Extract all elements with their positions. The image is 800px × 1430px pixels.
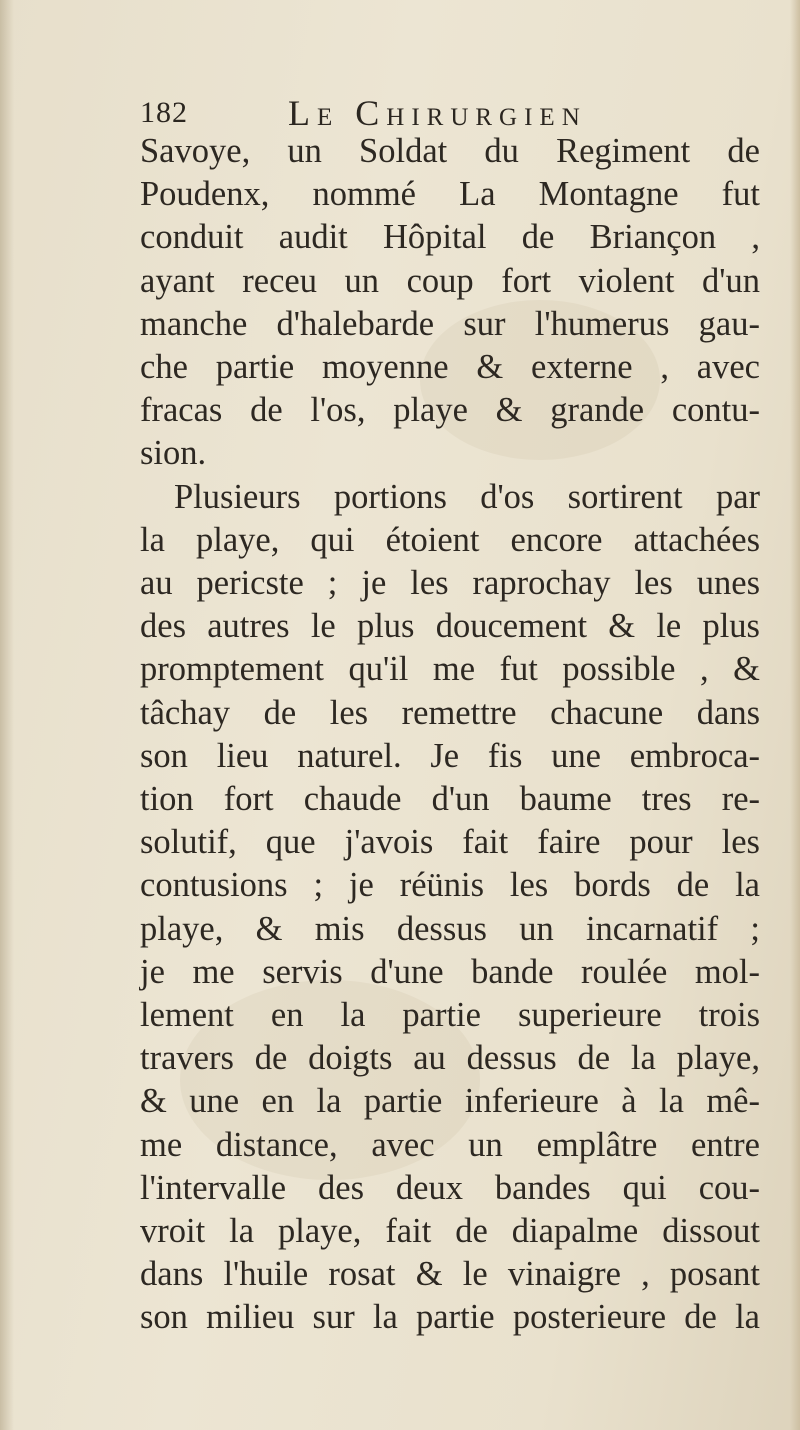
text-line: son lieu naturel. Je fis une embroca- [140,736,760,775]
text-line: promptement qu'il me fut possible , & [140,650,760,689]
body-text [140,130,760,1340]
text-line: au pericste ; je les raprochay les unes [140,564,760,603]
text-line: tâchay de les remettre chacune dans [140,693,760,732]
text-line: sion. [140,434,207,473]
text-line: Plusieurs portions d'os sortirent par [174,477,760,516]
text-line: ayant receu un coup fort violent d'un [140,261,760,300]
text-line: travers de doigts au dessus de la playe, [140,1039,760,1078]
text-line: & une en la partie inferieure à la mê- [140,1082,760,1121]
text-line: la playe, qui étoient encore attachées [140,520,760,559]
text-line: che partie moyenne & externe , avec [140,348,760,387]
text-line: conduit audit Hôpital de Briançon , [140,218,760,257]
text-line: je me servis d'une bande roulée mol- [140,952,760,991]
text-line: l'intervalle des deux bandes qui cou- [140,1168,760,1207]
text-line: playe, & mis dessus un incarnatif ; [140,909,760,948]
page-number: 182 [140,96,188,129]
text-line: des autres le plus doucement & le plus [140,607,760,646]
text-line: solutif, que j'avois fait faire pour les [140,823,760,862]
text-line: vroit la playe, fait de diapalme dissout [140,1212,760,1251]
text-line: Savoye, un Soldat du Regiment de [140,132,760,170]
text-line: contusions ; je réünis les bords de la [140,866,760,905]
book-title: Le Chirurgien [288,93,587,133]
text-line: tion fort chaude d'un baume tres re- [140,780,760,819]
text-line: fracas de l'os, playe & grande contu- [140,391,760,430]
text-line: dans l'huile rosat & le vinaigre , posant [140,1255,760,1294]
text-line: manche d'halebarde sur l'humerus gau- [140,304,760,343]
text-line: lement en la partie superieure trois [140,996,760,1035]
text-line: son milieu sur la partie posterieure de la [140,1298,760,1337]
text-line: Poudenx, nommé La Montagne fut [140,175,760,214]
text-line: me distance, avec un emplâtre entre [140,1125,760,1164]
